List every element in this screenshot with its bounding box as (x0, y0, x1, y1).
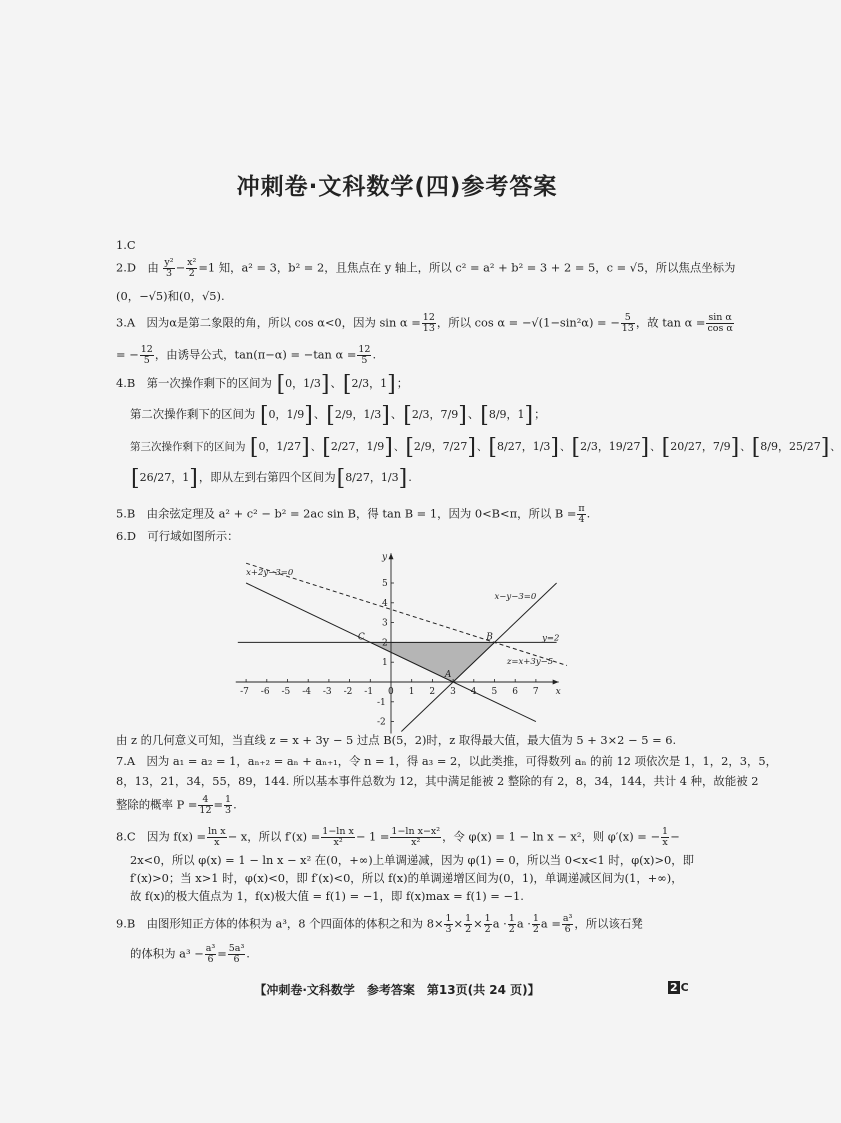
x-tick-label: -2 (343, 687, 353, 697)
answer-2-line-1: 2.D 由 $\frac{\text{y²}}{3}$ − $\frac{\text{x²}}{2}$ =1 知，a² = 3，b² = 2，且焦点在 y 轴上，所以 c² = a² + b² = 3 + 2 = 5，c = √5，所以焦点坐标为 (116, 257, 736, 279)
answer-4-line-2: 第二次操作剩下的区间为 [ 0，1/9 ] 、[ 2/9，1/3 ] 、[ 2/3，7/9 ] 、[ 8/9，1 ] ； (130, 407, 546, 423)
label-line-2: x−y−3=0 (494, 591, 537, 602)
answer-3-line-1: 3.A 因为α是第二象限的角，所以 cos α<0，因为 sin α = $\frac{12}{13}$ ，所以 cos α = −√(1−sin²α) = − $\frac{5}{13}$ ，故 tan α = $\frac{\text{sin α}}{\text{cos α}}$ (116, 312, 733, 334)
label-line-3: y=2 (542, 633, 560, 644)
x-tick-label: -3 (322, 687, 332, 697)
x-tick-label: 6 (512, 687, 518, 697)
x-tick-label: 2 (429, 687, 436, 697)
y-tick-label: 2 (382, 638, 388, 649)
y-tick-label: 5 (382, 579, 388, 589)
answer-1: 1.C (116, 238, 136, 252)
x-tick-label: -6 (260, 687, 270, 697)
answer-2-line-2: (0，−√5)和(0，√5). (116, 289, 225, 303)
point-a-label: A (444, 670, 452, 681)
x-axis-label: x (555, 687, 561, 697)
answer-4-line-4: [ 26/27，1 ] ，即从左到右第四个区间为[ 8/27，1/3 ] . (130, 470, 412, 486)
answer-9-line-1: 9.B 由图形知正方体的体积为 a³，8 个四面体的体积之和为 8× $\frac{1}{3}$ × $\frac{1}{2}$ × $\frac{1}{2}$ a · $\frac{1}{2}$ a · $\frac{1}{2}$ a = $\frac{\text{a³}}{6}$ ，所以该石凳 (116, 913, 643, 935)
page-footer: 【冲刺卷·文科数学 参考答案 第13页(共 24 页)】 (254, 983, 540, 997)
x-tick-label: -4 (302, 687, 311, 697)
x-tick-label: 5 (491, 687, 498, 697)
label-line-1: x+2y−3=0 (246, 568, 294, 579)
x-tick-label: 7 (532, 687, 539, 697)
answer-7-line-3: 整除的概率 P = $\frac{4}{12}$ = $\frac{1}{3}$ . (116, 794, 237, 816)
answer-7-line-2: 8，13，21，34，55，89，144. 所以基本事件总数为 12，其中满足能被 2 整除的有 2，8，34，144，共计 4 种，故能被 2 (116, 774, 759, 788)
answer-8-line-2: 2x<0，所以 φ(x) = 1 − ln x − x² 在(0，+∞)上单调递减，因为 φ(1) = 0，所以当 0<x<1 时，φ(x)>0，即 (130, 853, 695, 867)
y-tick-label: -1 (377, 697, 386, 708)
y-tick-label: 3 (382, 618, 388, 629)
answer-4-line-1: 4.B 第一次操作剩下的区间为 [ 0，1/3 ] 、[ 2/3，1 ] ； (116, 376, 408, 392)
answer-6-conclusion: 由 z 的几何意义可知，当直线 z = x + 3y − 5 过点 B(5，2)时，z 取得最大值，最大值为 5 + 3×2 − 5 = 6. (116, 733, 677, 747)
feasible-region-graph (228, 545, 576, 735)
x-axis-arrow (553, 680, 559, 685)
point-b-label: B (486, 632, 493, 643)
answer-5: 5.B 由余弦定理及 a² + c² − b² = 2ac sin B，得 tan B = 1，因为 0<B<π，所以 B = $\frac{\pi}{4}$ . (116, 503, 591, 525)
x-tick-label: -1 (364, 687, 374, 697)
x-tick-label: 0 (388, 687, 394, 697)
publisher-logo: 2 C (670, 981, 689, 994)
x-tick-label: 4 (470, 687, 477, 697)
answer-9-line-2: 的体积为 a³ − $\frac{\text{a³}}{6}$ = $\frac{\text{5a³}}{6}$ . (130, 943, 250, 965)
x-tick-label: 3 (450, 687, 456, 697)
y-tick-label: 1 (382, 658, 388, 669)
y-tick-label: 4 (382, 598, 388, 609)
label-line-4: z=x+3y−5 (506, 657, 554, 668)
point-c-label: C (357, 632, 365, 643)
answer-6-intro: 6.D 可行域如图所示： (116, 529, 239, 543)
answer-8-line-1: 8.C 因为 f(x) = $\frac{\text{ln x}}{x}$ − x，所以 f′(x) = $\frac{\text{1−ln x}}{\text{x²}}$ − 1 = $\frac{\text{1−ln x−x²}}{\text{x²}}$ ，令 φ(x) = 1 − ln x − x²，则 φ′(x) = − $\frac{1}{x}$ − (116, 826, 680, 848)
y-axis-label: y (382, 552, 388, 563)
answer-8-line-4: 故 f(x)的极大值点为 1，f(x)极大值 = f(1) = −1，即 f(x)max = f(1) = −1. (130, 889, 524, 903)
feasible-region (370, 642, 494, 682)
answer-3-line-2: = − $\frac{12}{5}$ ，由诱导公式，tan(π−α) = −tan α = $\frac{12}{5}$ . (116, 344, 377, 366)
x-tick-label: 1 (408, 687, 415, 697)
page-title: 冲刺卷·文科数学(四)参考答案 (236, 174, 558, 200)
answer-7-line-1: 7.A 因为 a₁ = a₂ = 1，aₙ₊₂ = aₙ + aₙ₊₁，令 n = 1，得 a₃ = 2，以此类推，可得数列 aₙ 的前 12 项依次是 1，1，2，3，5， (116, 754, 778, 768)
y-tick-label: -2 (377, 717, 386, 728)
answer-4-line-3: 第三次操作剩下的区间为 [ 0，1/27 ] 、[ 2/27，1/9 ] 、[ 2/9，7/27 ] 、[ 8/27，1/3 ] 、[ 2/3，19/27 ] 、[ 20/27，7/9 ] 、[ 8/9，25/27 ] 、 (130, 439, 841, 455)
x-tick-label: -7 (240, 687, 249, 697)
y-axis-arrow (389, 553, 394, 559)
answer-8-line-3: f′(x)>0；当 x>1 时，φ(x)<0，即 f′(x)<0，所以 f(x)的单调递增区间为(0，1)，单调递减区间为(1，+∞)， (130, 871, 683, 885)
x-tick-label: -5 (281, 687, 291, 697)
